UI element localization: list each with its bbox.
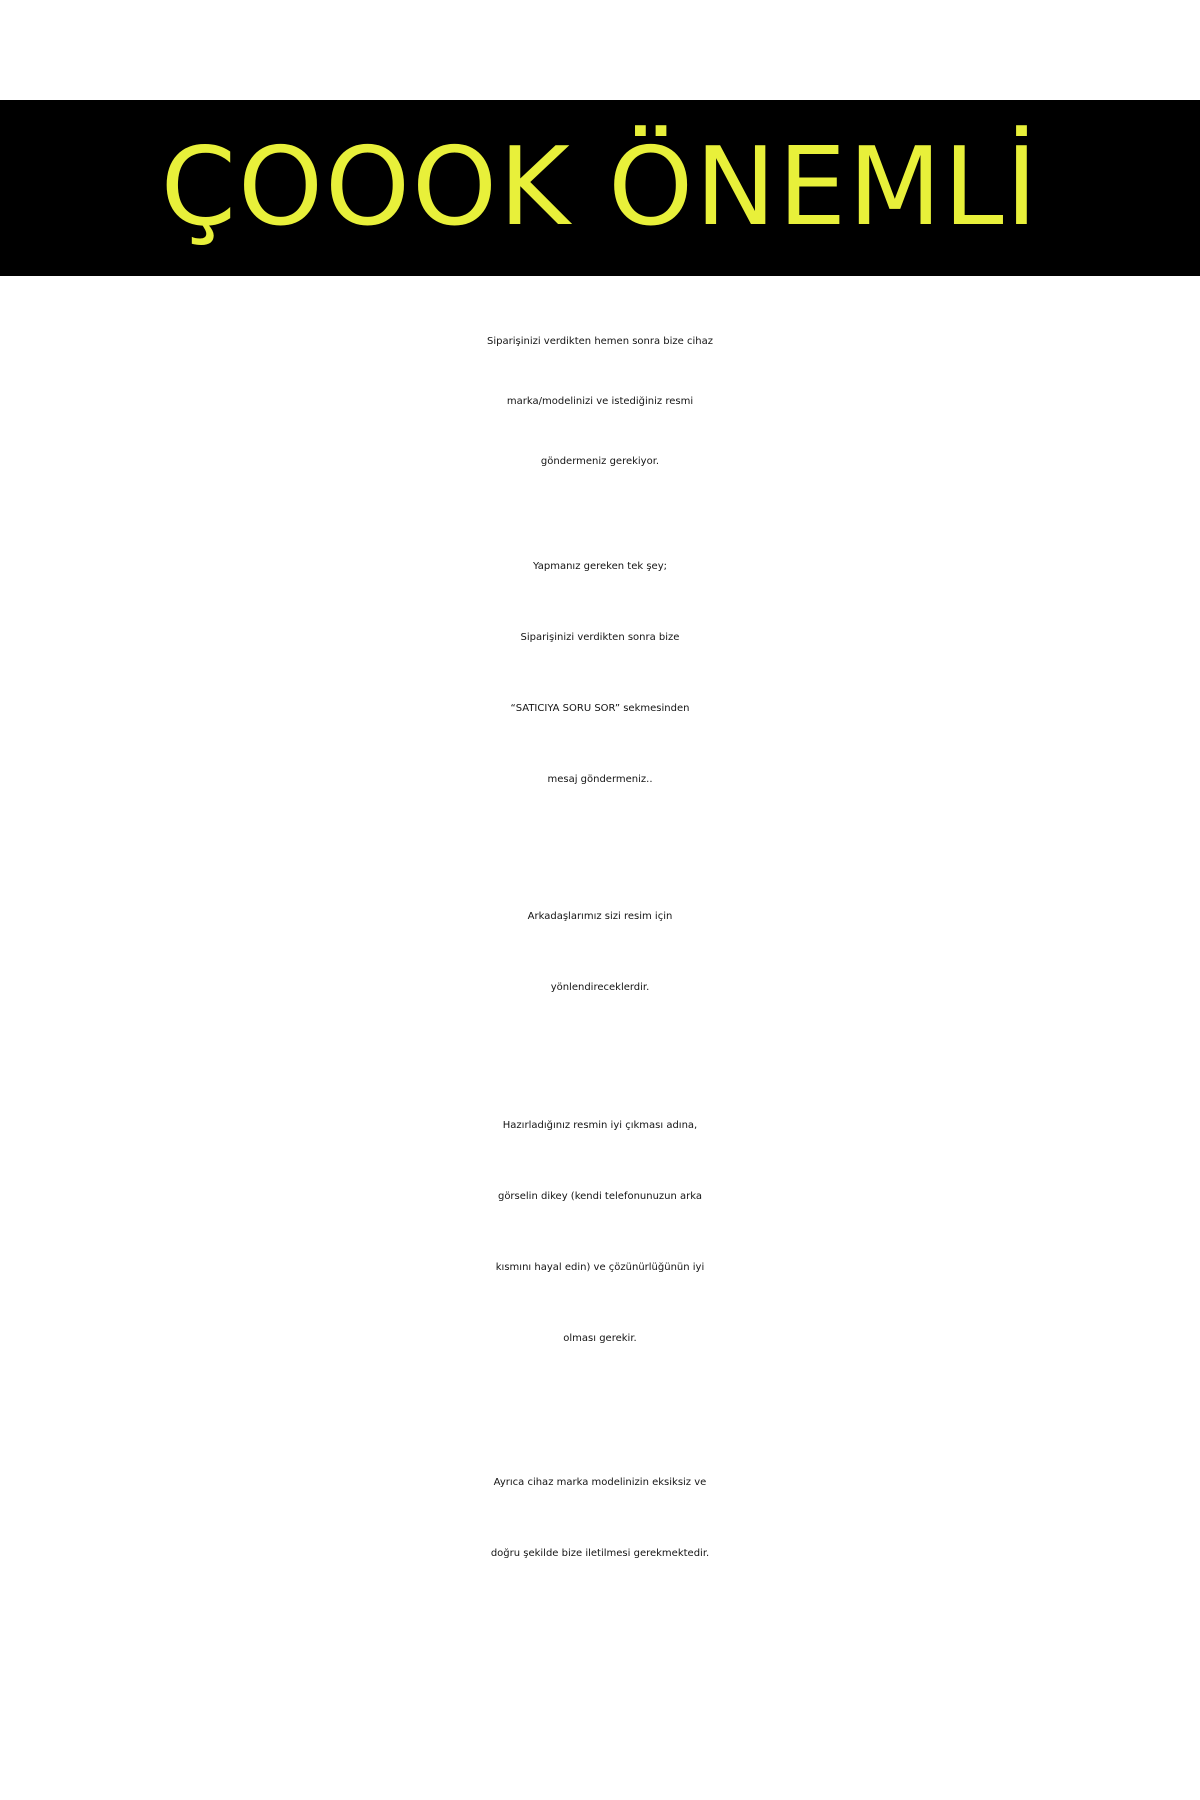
intro-line: marka/modelinizi ve istediğiniz resmi — [506, 396, 694, 407]
quality-line: Hazırladığınız resmin iyi çıkması adına, — [502, 1120, 698, 1131]
instruction-line: Yapmanız gereken tek şey; — [533, 561, 667, 572]
guidance-line: Arkadaşlarımız sizi resim için — [527, 911, 673, 922]
intro-line: Siparişinizi verdikten hemen sonra bize cihaz — [487, 336, 713, 347]
banner-title: ÇOOOK ÖNEMLİ — [160, 125, 1040, 250]
instruction-line: “SATICIYA SORU SOR” sekmesinden — [510, 703, 690, 714]
quality-line: olması gerekir. — [563, 1333, 637, 1344]
device-info-paragraph — [0, 1447, 1200, 1589]
guidance-paragraph — [0, 881, 1200, 1023]
quality-line: kısmını hayal edin) ve çözünürlüğünün iyi — [495, 1262, 705, 1273]
instruction-paragraph — [0, 531, 1200, 815]
image-quality-paragraph — [0, 1090, 1200, 1374]
intro-line: göndermeniz gerekiyor. — [540, 456, 660, 467]
device-line: Ayrıca cihaz marka modelinizin eksiksiz ve — [493, 1477, 707, 1488]
guidance-line: yönlendireceklerdir. — [550, 982, 650, 993]
instruction-line: Siparişinizi verdikten sonra bize — [520, 632, 680, 643]
intro-paragraph — [0, 312, 1200, 492]
device-line: doğru şekilde bize iletilmesi gerekmektedir. — [490, 1548, 710, 1559]
quality-line: görselin dikey (kendi telefonunuzun arka — [497, 1191, 703, 1202]
important-banner — [0, 100, 1200, 276]
instruction-line: mesaj göndermeniz.. — [547, 774, 653, 785]
